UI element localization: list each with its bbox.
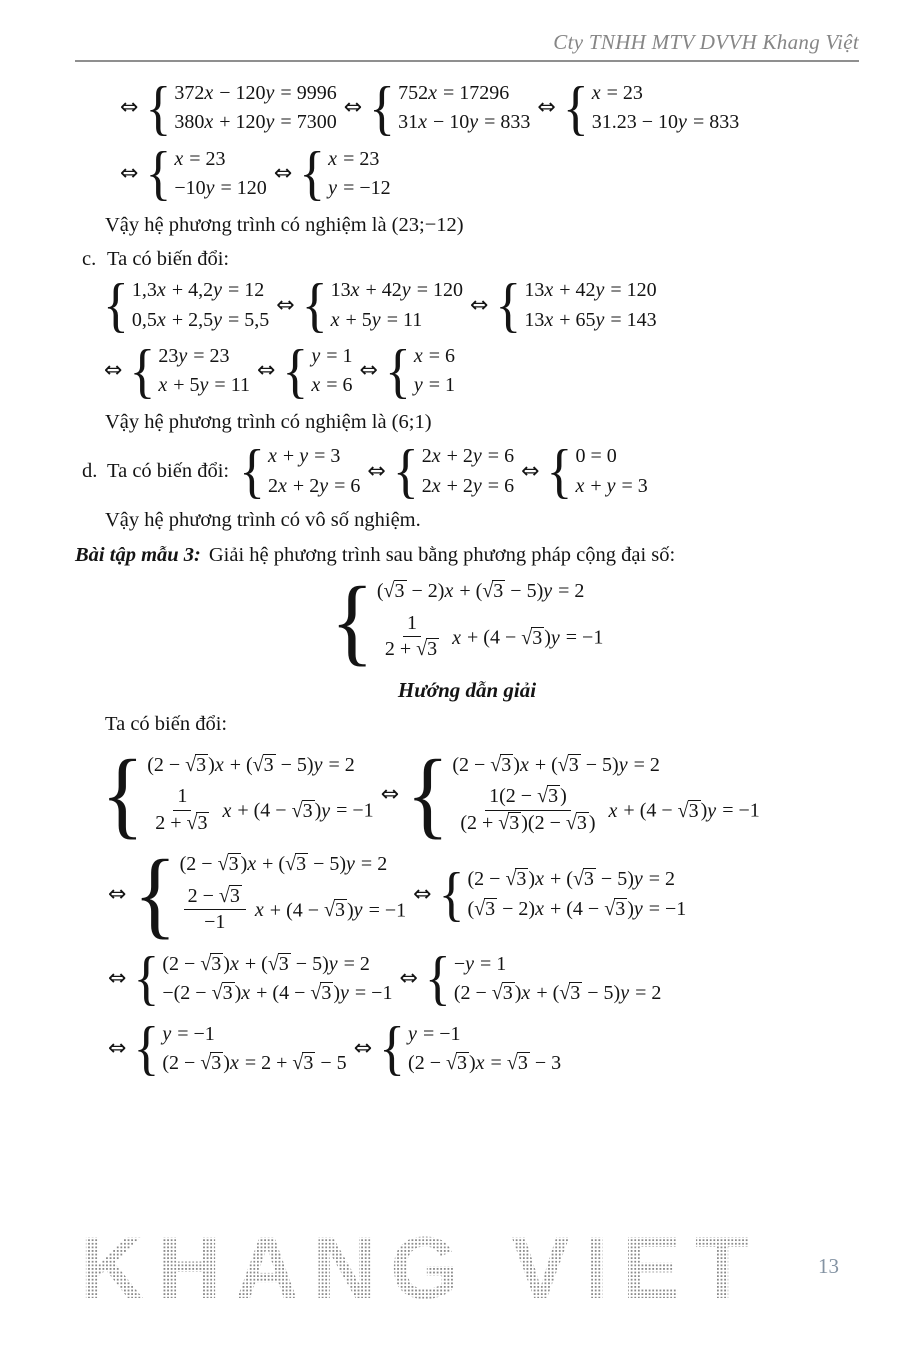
system-rows (449, 752, 759, 838)
radical-sign: √ (537, 784, 549, 808)
list-item-c (75, 248, 859, 271)
solution-guide-heading: Hướng dẫn giải (397, 678, 537, 703)
equation: x + y = 3 (575, 474, 648, 497)
sqrt: √3 (565, 811, 587, 835)
page-header (75, 30, 859, 62)
equation: 2x + 2y = 6 (268, 474, 361, 497)
equivalence-arrow: ⇔ (104, 358, 123, 384)
watermark: KHANG VIET (80, 1218, 763, 1317)
item-d-label: d. (82, 459, 98, 482)
sqrt: √3 (324, 897, 347, 923)
equation: (√3 − 2)x + (√3 − 5)y = 2 (377, 578, 585, 604)
equation: $\frac{2 - √3}{-1}$ x + (4 − √3 )y = −1 (180, 887, 406, 937)
sqrt: √3 (498, 811, 520, 835)
sqrt: √3 (482, 578, 505, 604)
sqrt: √3 (505, 866, 528, 892)
radical-sign: √ (677, 799, 689, 823)
equation: (2 − √3 )x + (√3 − 5)y = 2 (452, 752, 660, 778)
equation-system (133, 944, 393, 1013)
sqrt: √3 (218, 851, 241, 877)
system-brace: { (546, 437, 573, 505)
equation: y = 1 (413, 374, 456, 397)
equation: $\frac{1}{2 + √3}$ x + (4 − √3 )y = −1 (377, 614, 603, 664)
sqrt: √3 (474, 896, 497, 922)
system-brace: { (369, 73, 396, 142)
system-brace: { (301, 271, 328, 339)
equation-step-line-e4 (75, 1014, 859, 1082)
item-c-label: c. (82, 248, 97, 271)
company-name: Cty TNHH MTV DVVH Khang Việt (553, 30, 859, 54)
sqrt: √3 (573, 866, 596, 892)
system-brace: { (101, 741, 145, 848)
equation-system (330, 567, 604, 675)
equivalence-arrow: ⇔ (380, 781, 400, 807)
equation: −(2 − √3 )x + (4 − √3 )y = −1 (162, 980, 392, 1006)
equation: 31x − 10y = 833 (398, 111, 531, 134)
equation-step-line-e1 (75, 741, 859, 848)
equation-system (369, 73, 531, 142)
equation-step-line-b2 (75, 139, 859, 207)
equation: (2 − √3 )x = √3 − 3 (408, 1050, 561, 1076)
equation: 2x + 2y = 6 (421, 445, 515, 468)
equation-system (384, 336, 456, 405)
radical-sign: √ (292, 1051, 304, 1075)
equation-step-line-c1 (75, 271, 859, 339)
system-rows (325, 146, 390, 202)
radical-sign: √ (200, 952, 212, 976)
radical-sign: √ (498, 811, 510, 835)
equivalence-arrow: ⇔ (256, 358, 276, 384)
system-rows (451, 951, 662, 1007)
sqrt: √3 (446, 1050, 469, 1076)
system-rows (405, 1021, 561, 1077)
radical-sign: √ (482, 580, 494, 603)
equation: y = −12 (328, 177, 391, 200)
sqrt: √3 (200, 1050, 223, 1076)
equation: (2 − √3 )x = 2 + √3 − 5 (162, 1050, 346, 1076)
equation: 0,5x + 2,5y = 5,5 (131, 308, 270, 331)
equivalence-arrow: ⇔ (108, 881, 127, 907)
radical-sign: √ (185, 753, 197, 777)
radical-sign: √ (446, 1051, 457, 1075)
system-rows (159, 951, 392, 1007)
fraction: $\frac{2 - √3}{-1}$ (184, 885, 246, 935)
system-rows (265, 443, 360, 499)
radical-sign: √ (490, 753, 502, 777)
system-brace: { (424, 944, 451, 1013)
solution-text-d: Vậy hệ phương trình có vô số nghiệm. (105, 509, 421, 532)
system-rows (177, 851, 406, 937)
equation: 13x + 42y = 120 (330, 279, 463, 302)
system-rows (589, 80, 739, 136)
equation: (2 − √3 )x + (√3 − 5)y = 2 (180, 851, 388, 877)
radical-sign: √ (324, 898, 335, 922)
equation-system (299, 139, 391, 207)
equivalence-arrow: ⇔ (469, 292, 489, 318)
system-brace: { (379, 1014, 406, 1082)
system-brace: { (145, 73, 172, 142)
equivalence-arrow: ⇔ (343, 95, 363, 121)
sqrt: √3 (268, 951, 291, 977)
fraction: $\frac{1}{2 + √3}$ (384, 611, 438, 661)
equation: y = 1 (311, 344, 353, 367)
system-rows (464, 866, 686, 922)
equation: 752x = 17296 (398, 82, 510, 104)
equivalence-arrow: ⇔ (120, 161, 139, 187)
equivalence-arrow: ⇔ (399, 966, 418, 992)
equivalence-arrow: ⇔ (353, 1036, 373, 1062)
sqrt: √3 (292, 798, 315, 824)
equation: −10y = 120 (174, 177, 267, 200)
sqrt: √3 (384, 578, 407, 604)
item-d-text: Ta có biến đổi: (107, 459, 230, 482)
equation: x = 6 (413, 344, 456, 367)
equation-system (406, 741, 760, 848)
equation-system (495, 271, 657, 339)
equation-system (438, 860, 687, 928)
radical-sign: √ (383, 580, 395, 603)
sqrt: √3 (492, 980, 515, 1006)
sqrt: √3 (253, 752, 276, 778)
item-c-text: Ta có biến đổi: (107, 248, 230, 271)
equation-system (133, 840, 407, 948)
equation-system (301, 271, 463, 339)
equation: 380x + 120y = 7300 (174, 111, 337, 134)
equation: 31.23 − 10y = 833 (591, 111, 740, 134)
equivalence-arrow: ⇔ (537, 95, 556, 121)
sqrt: √3 (218, 884, 240, 908)
equation: −y = 1 (453, 952, 507, 975)
system-brace: { (239, 437, 266, 505)
sqrt: √3 (292, 1050, 315, 1076)
system-brace: { (392, 437, 419, 505)
sqrt: √3 (490, 752, 513, 778)
equivalence-arrow: ⇔ (108, 1036, 127, 1062)
radical-sign: √ (200, 1051, 212, 1075)
system-brace: { (133, 944, 160, 1013)
radical-sign: √ (186, 811, 198, 835)
system-rows (129, 277, 269, 333)
system-rows (328, 277, 463, 333)
equation-step-line-c2 (75, 336, 859, 405)
equation: (2 − √3 )x + (√3 − 5)y = 2 (162, 951, 370, 977)
radical-sign: √ (572, 867, 584, 891)
equation: 13x + 42y = 120 (524, 279, 657, 302)
transform-text: Ta có biến đổi: (105, 713, 228, 736)
system-rows (374, 578, 603, 664)
system-brace: { (495, 271, 522, 339)
radical-sign: √ (416, 637, 428, 661)
system-brace: { (145, 139, 172, 207)
system-brace: { (384, 336, 411, 405)
equation: x = 23 (591, 82, 643, 104)
radical-sign: √ (252, 753, 264, 777)
equation-step-line-d (239, 437, 648, 505)
sqrt: √3 (559, 980, 582, 1006)
sqrt: √3 (186, 811, 208, 835)
system-brace: { (282, 336, 309, 405)
equation-system (424, 944, 662, 1013)
equation-step-line-b1 (75, 73, 859, 142)
system-rows (411, 343, 455, 399)
radical-sign: √ (310, 981, 322, 1005)
equivalence-arrow: ⇔ (413, 881, 432, 907)
equation: 1,3x + 4,2y = 12 (131, 279, 265, 302)
solution-text-c: Vậy hệ phương trình có nghiệm là (6;1) (105, 410, 432, 433)
equation: (2 − √3 )x + (√3 − 5)y = 2 (467, 866, 675, 892)
radical-sign: √ (521, 626, 533, 649)
list-item-d (75, 437, 859, 505)
fraction: $\frac{1(2 - √3 )}{(2 + √3 )(2 - √3 )}$ (460, 784, 596, 835)
equation-system (145, 139, 267, 207)
equivalence-arrow: ⇔ (120, 95, 139, 121)
equation-step-line-e3 (75, 944, 859, 1013)
radical-sign: √ (557, 753, 569, 777)
equivalence-arrow: ⇔ (359, 358, 378, 384)
equation: $\frac{1(2 - √3 )}{(2 + √3 )(2 - √3 )}$ x + (4 − √3 )y = −1 (452, 787, 759, 837)
equivalence-arrow: ⇔ (521, 458, 540, 484)
system-brace: { (406, 741, 450, 848)
sqrt: √3 (507, 1050, 530, 1076)
system-brace: { (133, 1014, 160, 1082)
system-rows (144, 752, 373, 838)
system-brace: { (129, 336, 156, 405)
equation: 23y = 23 (158, 344, 230, 367)
equation: (2 − √3 )x + (√3 − 5)y = 2 (147, 752, 355, 778)
equation-system (562, 73, 740, 142)
radical-sign: √ (291, 799, 303, 823)
equation-system (239, 437, 361, 505)
system-rows (572, 443, 647, 499)
system-rows (171, 146, 266, 202)
sqrt: √3 (604, 896, 627, 922)
radical-sign: √ (505, 867, 517, 891)
radical-sign: √ (211, 981, 223, 1005)
equation: x = 23 (328, 147, 380, 170)
equation-system (133, 1014, 347, 1082)
equation-system (145, 73, 337, 142)
example-heading (75, 542, 859, 569)
sqrt: √3 (212, 980, 235, 1006)
system-rows (171, 80, 336, 136)
equation-step-line-e2 (75, 840, 859, 948)
system-rows (419, 443, 514, 499)
equation: x + 5y = 11 (158, 374, 250, 397)
radical-sign: √ (217, 852, 229, 876)
sqrt: √3 (521, 625, 544, 651)
equivalence-arrow: ⇔ (108, 966, 127, 992)
equation: 2x + 2y = 6 (421, 474, 515, 497)
equation-system (101, 741, 374, 848)
equation: x + 5y = 11 (330, 308, 423, 331)
equation: (2 − √3 )x + (√3 − 5)y = 2 (454, 980, 662, 1006)
example-text: Giải hệ phương trình sau bằng phương pháp cộng đại số: (208, 543, 676, 566)
equivalence-arrow: ⇔ (276, 292, 295, 318)
system-brace: { (562, 73, 589, 142)
solution-text-b: Vậy hệ phương trình có nghiệm là (23;−12) (105, 213, 464, 236)
system-rows (159, 1021, 346, 1077)
system-rows (521, 277, 656, 333)
radical-sign: √ (506, 1051, 518, 1075)
equation-system (546, 437, 648, 505)
equation-system (392, 437, 515, 505)
equation: 0 = 0 (575, 445, 617, 468)
sqrt: √3 (200, 951, 223, 977)
system-rows (395, 80, 530, 136)
radical-sign: √ (604, 897, 616, 920)
radical-sign: √ (285, 852, 297, 876)
equation-system (103, 271, 270, 339)
system-rows (308, 343, 352, 399)
system-brace: { (133, 840, 177, 948)
radical-sign: √ (559, 981, 571, 1005)
equation: x = 23 (174, 147, 226, 170)
example-label: Bài tập mẫu 3: (75, 543, 201, 566)
equation: 372x − 120y = 9996 (174, 82, 337, 104)
equation: $\frac{1}{2 + √3}$ x + (4 − √3 )y = −1 (147, 787, 373, 837)
equation: 13x + 65y = 143 (524, 308, 657, 331)
radical-sign: √ (565, 811, 577, 835)
sqrt: √3 (416, 637, 438, 661)
equation-system (129, 336, 250, 405)
problem-system (75, 567, 859, 675)
sqrt: √3 (310, 980, 333, 1006)
system-brace: { (103, 271, 129, 339)
system-rows (155, 343, 250, 399)
radical-sign: √ (491, 981, 503, 1005)
equation: x + y = 3 (268, 445, 341, 468)
radical-sign: √ (474, 897, 486, 920)
system-brace: { (299, 139, 326, 207)
equation-system (379, 1014, 562, 1082)
equation: (√3 − 2)x + (4 − √3 )y = −1 (467, 896, 686, 922)
radical-sign: √ (218, 884, 230, 908)
system-brace: { (330, 567, 374, 675)
radical-sign: √ (267, 952, 279, 976)
equivalence-arrow: ⇔ (367, 458, 386, 484)
sqrt: √3 (678, 798, 701, 824)
equation-system (282, 336, 353, 405)
equation: x = 6 (311, 374, 353, 397)
sqrt: √3 (285, 851, 308, 877)
sqrt: √3 (558, 752, 581, 778)
equation: y = −1 (408, 1022, 461, 1045)
equation: y = −1 (162, 1022, 215, 1045)
page-number: 13 (818, 1254, 839, 1278)
sqrt: √3 (537, 784, 559, 808)
system-brace: { (438, 860, 465, 928)
sqrt: √3 (185, 752, 208, 778)
fraction: $\frac{1}{2 + √3}$ (155, 785, 208, 835)
equivalence-arrow: ⇔ (273, 161, 293, 187)
